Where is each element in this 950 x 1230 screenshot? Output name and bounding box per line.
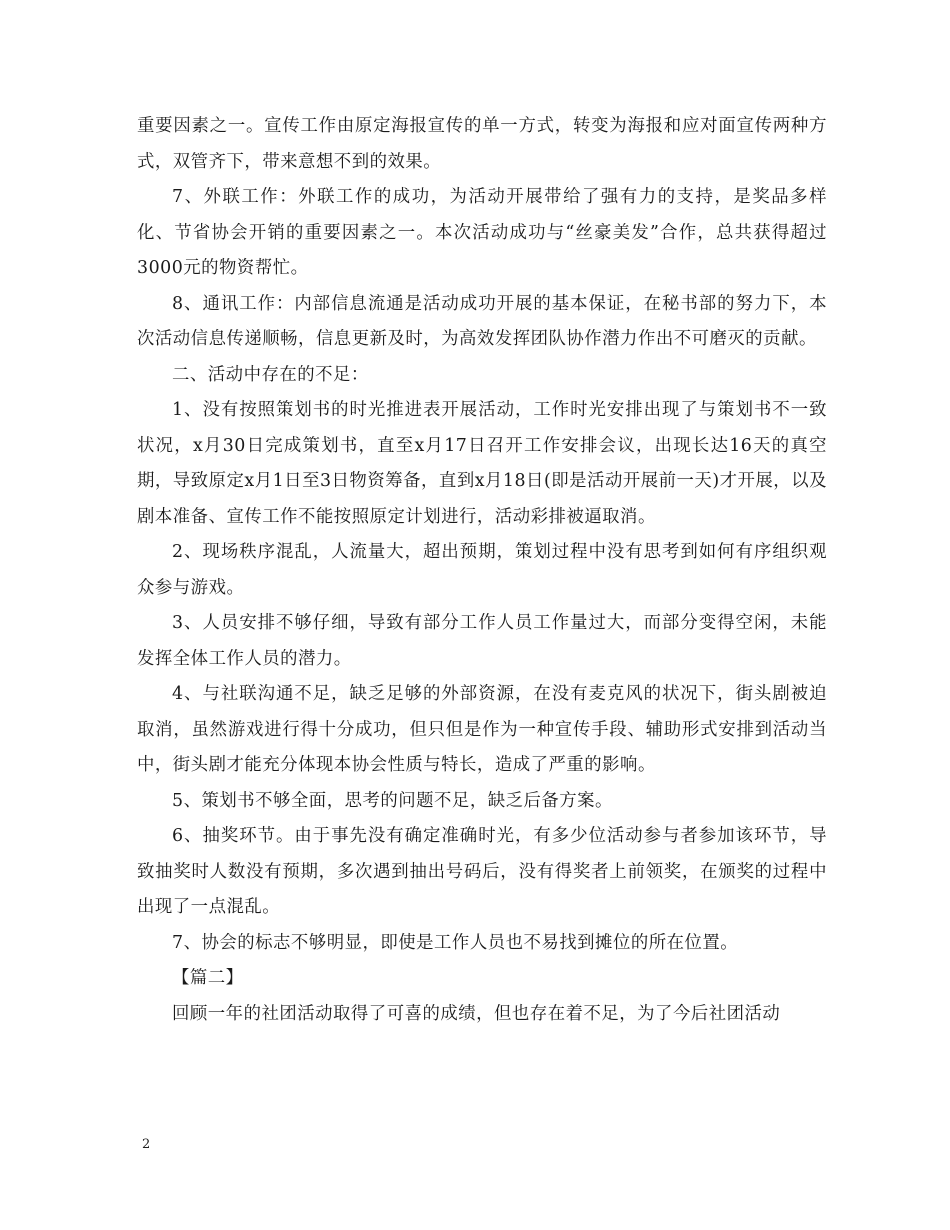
paragraph-shortcoming-2: 2、现场秩序混乱，人流量大，超出预期，策划过程中没有思考到如何有序组织观众参与游戏。 xyxy=(137,542,827,598)
page-number: 2 xyxy=(142,1137,151,1152)
paragraph-closing: 回顾一年的社团活动取得了可喜的成绩，但也存在着不足，为了今后社团活动 xyxy=(172,1003,781,1024)
document-body xyxy=(137,109,827,1032)
paragraph-shortcoming-7: 7、协会的标志不够明显，即使是工作人员也不易找到摊位的所在位置。 xyxy=(172,932,739,953)
paragraph-shortcoming-5: 5、策划书不够全面，思考的问题不足，缺乏后备方案。 xyxy=(172,790,613,811)
section-title: 【篇二】 xyxy=(172,968,244,988)
paragraph-shortcoming-1: 1、没有按照策划书的时光推进表开展活动，工作时光安排出现了与策划书不一致状况，x月30日完成策划书，直至x月17日召开工作安排会议，出现长达16天的真空期，导致原定x月1日至3日物资筹备，直到x月18日(即是活动开展前一天)才开展，以及剧本准备、宣传工作不能按照原定计划进行，活动彩排被逼取消。 xyxy=(137,400,827,527)
paragraph-shortcoming-6: 6、抽奖环节。由于事先没有确定准确时光，有多少位活动参与者参加该环节，导致抽奖时人数没有预期，多次遇到抽出号码后，没有得奖者上前领奖，在颁奖的过程中出现了一点混乱。 xyxy=(137,826,827,917)
paragraph-shortcoming-4: 4、与社联沟通不足，缺乏足够的外部资源，在没有麦克风的状况下，街头剧被迫取消，虽然游戏进行得十分成功，但只但是作为一种宣传手段、辅助形式安排到活动当中，街头剧才能充分体现本协会性质与特长，造成了严重的影响。 xyxy=(137,684,827,775)
paragraph-communication-work: 8、通讯工作：内部信息流通是活动成功开展的基本保证，在秘书部的努力下，本次活动信息传递顺畅，信息更新及时，为高效发挥团队协作潜力作出不可磨灭的贡献。 xyxy=(137,293,827,349)
paragraph-continuation: 重要因素之一。宣传工作由原定海报宣传的单一方式，转变为海报和应对面宣传两种方式，双管齐下，带来意想不到的效果。 xyxy=(137,116,827,172)
heading-shortcomings: 二、活动中存在的不足： xyxy=(172,364,369,385)
paragraph-shortcoming-3: 3、人员安排不够仔细，导致有部分工作人员工作量过大，而部分变得空闲，未能发挥全体工作人员的潜力。 xyxy=(137,613,827,669)
paragraph-outreach-work: 7、外联工作：外联工作的成功，为活动开展带给了强有力的支持，是奖品多样化、节省协会开销的重要因素之一。本次活动成功与“丝豪美发”合作，总共获得超过3000元的物资帮忙。 xyxy=(137,187,827,278)
